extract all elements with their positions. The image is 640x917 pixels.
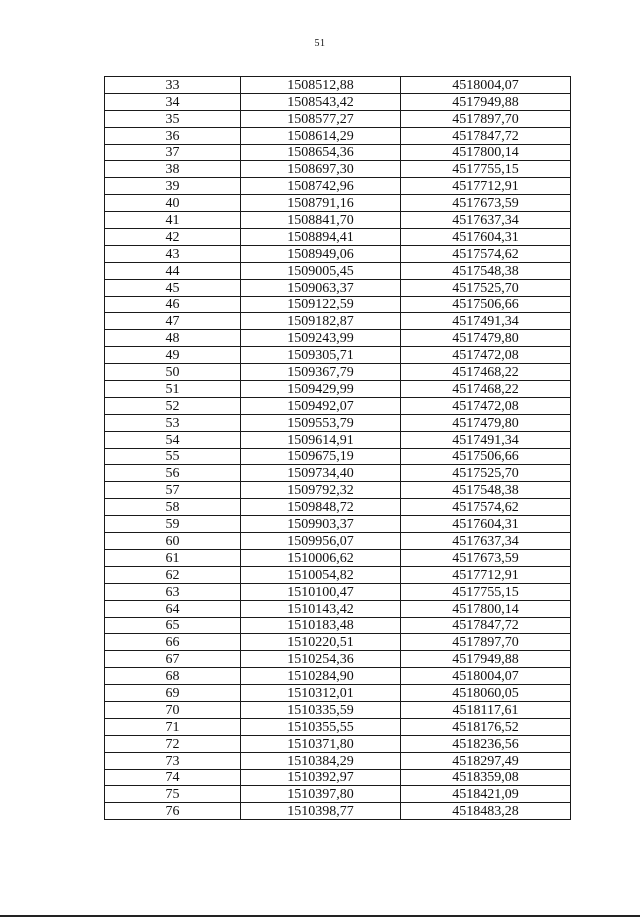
point-number-cell: 69 (105, 685, 241, 702)
x-coordinate-cell: 1510384,29 (241, 752, 401, 769)
x-coordinate-cell: 1509956,07 (241, 533, 401, 550)
x-coordinate-cell: 1509005,45 (241, 262, 401, 279)
point-number-cell: 62 (105, 566, 241, 583)
x-coordinate-cell: 1508791,16 (241, 195, 401, 212)
table-row (105, 499, 571, 516)
x-coordinate-cell: 1510371,80 (241, 735, 401, 752)
y-coordinate-cell: 4517574,62 (401, 499, 571, 516)
table-row (105, 364, 571, 381)
point-number-cell: 42 (105, 229, 241, 246)
table-row (105, 347, 571, 364)
point-number-cell: 57 (105, 482, 241, 499)
x-coordinate-cell: 1509792,32 (241, 482, 401, 499)
table-row (105, 651, 571, 668)
table-row (105, 516, 571, 533)
page-number: 51 (314, 38, 326, 49)
point-number-cell: 65 (105, 617, 241, 634)
x-coordinate-cell: 1509122,59 (241, 296, 401, 313)
point-number-cell: 55 (105, 448, 241, 465)
table-row (105, 414, 571, 431)
point-number-cell: 61 (105, 549, 241, 566)
table-row (105, 330, 571, 347)
y-coordinate-cell: 4517673,59 (401, 195, 571, 212)
x-coordinate-cell: 1508543,42 (241, 93, 401, 110)
y-coordinate-cell: 4517897,70 (401, 110, 571, 127)
point-number-cell: 51 (105, 381, 241, 398)
x-coordinate-cell: 1509848,72 (241, 499, 401, 516)
y-coordinate-cell: 4517755,15 (401, 583, 571, 600)
y-coordinate-cell: 4518297,49 (401, 752, 571, 769)
x-coordinate-cell: 1510392,97 (241, 769, 401, 786)
x-coordinate-cell: 1509492,07 (241, 397, 401, 414)
x-coordinate-cell: 1509734,40 (241, 465, 401, 482)
x-coordinate-cell: 1509305,71 (241, 347, 401, 364)
y-coordinate-cell: 4517637,34 (401, 212, 571, 229)
x-coordinate-cell: 1510220,51 (241, 634, 401, 651)
table-row (105, 77, 571, 94)
x-coordinate-cell: 1510335,59 (241, 701, 401, 718)
table-row (105, 397, 571, 414)
table-row (105, 245, 571, 262)
table-row (105, 110, 571, 127)
table-row (105, 600, 571, 617)
table-row (105, 296, 571, 313)
x-coordinate-cell: 1510100,47 (241, 583, 401, 600)
point-number-cell: 71 (105, 718, 241, 735)
point-number-cell: 37 (105, 144, 241, 161)
y-coordinate-cell: 4517949,88 (401, 93, 571, 110)
point-number-cell: 53 (105, 414, 241, 431)
x-coordinate-cell: 1509429,99 (241, 381, 401, 398)
table-row (105, 533, 571, 550)
point-number-cell: 68 (105, 668, 241, 685)
table-row (105, 279, 571, 296)
point-number-cell: 40 (105, 195, 241, 212)
table-row (105, 195, 571, 212)
point-number-cell: 75 (105, 786, 241, 803)
x-coordinate-cell: 1510398,77 (241, 803, 401, 820)
table-row (105, 549, 571, 566)
y-coordinate-cell: 4517468,22 (401, 381, 571, 398)
point-number-cell: 59 (105, 516, 241, 533)
y-coordinate-cell: 4517574,62 (401, 245, 571, 262)
table-row (105, 634, 571, 651)
table-row (105, 668, 571, 685)
table-row (105, 313, 571, 330)
point-number-cell: 60 (105, 533, 241, 550)
y-coordinate-cell: 4517472,08 (401, 347, 571, 364)
point-number-cell: 70 (105, 701, 241, 718)
y-coordinate-cell: 4517800,14 (401, 600, 571, 617)
table-row (105, 566, 571, 583)
point-number-cell: 39 (105, 178, 241, 195)
point-number-cell: 46 (105, 296, 241, 313)
x-coordinate-cell: 1508654,36 (241, 144, 401, 161)
table-row (105, 262, 571, 279)
y-coordinate-cell: 4517479,80 (401, 414, 571, 431)
y-coordinate-cell: 4518004,07 (401, 668, 571, 685)
x-coordinate-cell: 1509614,91 (241, 431, 401, 448)
y-coordinate-cell: 4518060,05 (401, 685, 571, 702)
y-coordinate-cell: 4517548,38 (401, 482, 571, 499)
x-coordinate-cell: 1509367,79 (241, 364, 401, 381)
x-coordinate-cell: 1508577,27 (241, 110, 401, 127)
point-number-cell: 72 (105, 735, 241, 752)
table-row (105, 583, 571, 600)
point-number-cell: 54 (105, 431, 241, 448)
y-coordinate-cell: 4517847,72 (401, 617, 571, 634)
table-row (105, 701, 571, 718)
y-coordinate-cell: 4517847,72 (401, 127, 571, 144)
point-number-cell: 34 (105, 93, 241, 110)
y-coordinate-cell: 4518117,61 (401, 701, 571, 718)
x-coordinate-cell: 1508841,70 (241, 212, 401, 229)
point-number-cell: 67 (105, 651, 241, 668)
y-coordinate-cell: 4517525,70 (401, 465, 571, 482)
point-number-cell: 38 (105, 161, 241, 178)
y-coordinate-cell: 4517491,34 (401, 431, 571, 448)
x-coordinate-cell: 1510006,62 (241, 549, 401, 566)
x-coordinate-cell: 1508512,88 (241, 77, 401, 94)
table-row (105, 735, 571, 752)
point-number-cell: 49 (105, 347, 241, 364)
table-row (105, 144, 571, 161)
y-coordinate-cell: 4517548,38 (401, 262, 571, 279)
point-number-cell: 63 (105, 583, 241, 600)
point-number-cell: 44 (105, 262, 241, 279)
point-number-cell: 43 (105, 245, 241, 262)
point-number-cell: 73 (105, 752, 241, 769)
x-coordinate-cell: 1508697,30 (241, 161, 401, 178)
table-row (105, 617, 571, 634)
table-row (105, 769, 571, 786)
table-row (105, 212, 571, 229)
x-coordinate-cell: 1510355,55 (241, 718, 401, 735)
table-row (105, 752, 571, 769)
y-coordinate-cell: 4517468,22 (401, 364, 571, 381)
y-coordinate-cell: 4518483,28 (401, 803, 571, 820)
y-coordinate-cell: 4517525,70 (401, 279, 571, 296)
x-coordinate-cell: 1509903,37 (241, 516, 401, 533)
y-coordinate-cell: 4518359,08 (401, 769, 571, 786)
x-coordinate-cell: 1509675,19 (241, 448, 401, 465)
x-coordinate-cell: 1510254,36 (241, 651, 401, 668)
table-row (105, 482, 571, 499)
x-coordinate-cell: 1510183,48 (241, 617, 401, 634)
point-number-cell: 52 (105, 397, 241, 414)
x-coordinate-cell: 1508614,29 (241, 127, 401, 144)
point-number-cell: 64 (105, 600, 241, 617)
table-row (105, 448, 571, 465)
table-row (105, 685, 571, 702)
x-coordinate-cell: 1508894,41 (241, 229, 401, 246)
table-row (105, 465, 571, 482)
table-row (105, 178, 571, 195)
y-coordinate-cell: 4517949,88 (401, 651, 571, 668)
point-number-cell: 41 (105, 212, 241, 229)
x-coordinate-cell: 1510312,01 (241, 685, 401, 702)
y-coordinate-cell: 4517755,15 (401, 161, 571, 178)
y-coordinate-cell: 4517897,70 (401, 634, 571, 651)
y-coordinate-cell: 4517637,34 (401, 533, 571, 550)
y-coordinate-cell: 4518236,56 (401, 735, 571, 752)
x-coordinate-cell: 1509553,79 (241, 414, 401, 431)
coordinates-table-body (105, 77, 571, 820)
y-coordinate-cell: 4517800,14 (401, 144, 571, 161)
x-coordinate-cell: 1509063,37 (241, 279, 401, 296)
point-number-cell: 76 (105, 803, 241, 820)
point-number-cell: 35 (105, 110, 241, 127)
point-number-cell: 74 (105, 769, 241, 786)
point-number-cell: 45 (105, 279, 241, 296)
x-coordinate-cell: 1508949,06 (241, 245, 401, 262)
table-row (105, 381, 571, 398)
y-coordinate-cell: 4517472,08 (401, 397, 571, 414)
y-coordinate-cell: 4518176,52 (401, 718, 571, 735)
y-coordinate-cell: 4517604,31 (401, 229, 571, 246)
y-coordinate-cell: 4517506,66 (401, 296, 571, 313)
y-coordinate-cell: 4517479,80 (401, 330, 571, 347)
point-number-cell: 58 (105, 499, 241, 516)
y-coordinate-cell: 4518004,07 (401, 77, 571, 94)
table-row (105, 229, 571, 246)
table-row (105, 786, 571, 803)
y-coordinate-cell: 4517673,59 (401, 549, 571, 566)
table-row (105, 431, 571, 448)
point-number-cell: 66 (105, 634, 241, 651)
table-row (105, 127, 571, 144)
table-row (105, 161, 571, 178)
x-coordinate-cell: 1510284,90 (241, 668, 401, 685)
y-coordinate-cell: 4517491,34 (401, 313, 571, 330)
x-coordinate-cell: 1510143,42 (241, 600, 401, 617)
y-coordinate-cell: 4517712,91 (401, 178, 571, 195)
point-number-cell: 36 (105, 127, 241, 144)
point-number-cell: 50 (105, 364, 241, 381)
y-coordinate-cell: 4517604,31 (401, 516, 571, 533)
x-coordinate-cell: 1510054,82 (241, 566, 401, 583)
y-coordinate-cell: 4517506,66 (401, 448, 571, 465)
y-coordinate-cell: 4518421,09 (401, 786, 571, 803)
y-coordinate-cell: 4517712,91 (401, 566, 571, 583)
x-coordinate-cell: 1508742,96 (241, 178, 401, 195)
point-number-cell: 47 (105, 313, 241, 330)
x-coordinate-cell: 1510397,80 (241, 786, 401, 803)
point-number-cell: 48 (105, 330, 241, 347)
x-coordinate-cell: 1509182,87 (241, 313, 401, 330)
table-row (105, 718, 571, 735)
x-coordinate-cell: 1509243,99 (241, 330, 401, 347)
table-row (105, 803, 571, 820)
coordinates-table (104, 76, 571, 820)
point-number-cell: 56 (105, 465, 241, 482)
table-row (105, 93, 571, 110)
point-number-cell: 33 (105, 77, 241, 94)
